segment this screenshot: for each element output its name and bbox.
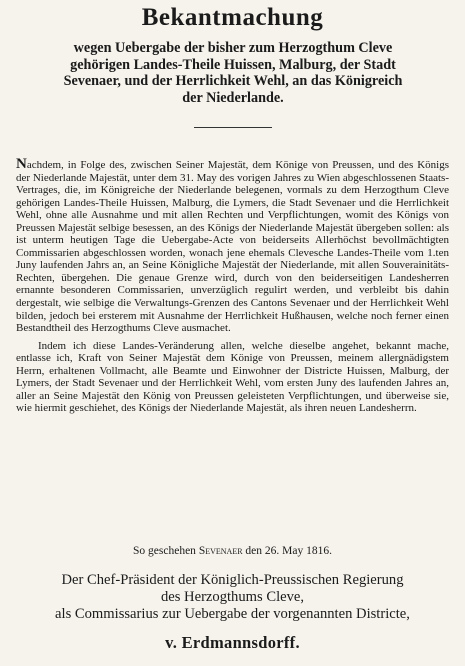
signer-name: v. Erdmannsdorff. xyxy=(165,633,300,652)
initial-letter: N xyxy=(16,156,27,172)
signature-block xyxy=(0,572,465,623)
dateline-place: Sevenaer xyxy=(198,545,243,557)
subtitle-line: der Niederlande. xyxy=(182,89,284,106)
divider-rule xyxy=(194,127,272,128)
dateline-prefix: So geschehen xyxy=(133,545,196,557)
document-body xyxy=(16,158,449,415)
paragraph-1 xyxy=(16,158,449,335)
subtitle-line: Sevenaer, und der Herrlichkeit Wehl, an das Königreich xyxy=(63,73,403,90)
dateline xyxy=(0,545,465,557)
paragraph-1-text: achdem, in Folge des, zwischen Seiner Majestät, dem Könige von Preussen, und des Königs der Niederlande Majestät, unter dem 31. May des vorigen Jahres zu Wien abgeschlossenen Staats-Vertrages, die, im Königreiche der Niederlande belegenen, vormals zu dem Herzogthum Cleve gehörigen Landes-Theile Huissen, Malburg, die Lymers, die Stadt Sevenaer und die Herrlichkeit Wehl, ohne alle Ausnahme und mit allen Rechten und Verpflichtungen, womit des Königs von Preussen Majestät selbige besessen, an des Königs der Niederlande Majestät übergeben sollen: als ist unterm heutigen Tage die Uebergabe-Acte von beiderseits Allerhöchst bevollmächtigten Commissarien abgeschlossen worden, wonach jene ehemals Clevesche Landes-Theile vom 1.ten Juny laufenden Jahrs an, an Seine Königliche Majestät der Niederlande, mit allen Souverainitäts-Rechten, übergehen. Die genaue Grenze wird, durch von den beiderseitigen Landesherren ernannte besonderen Commissarien, unverzüglich regulirt werden, und verbleibt bis dahin dergestalt, wie selbige die Verwaltungs-Grenzen des Cantons Sevenaer und der Herrlichkeit Wehl bilden, jedoch bei ersterem mit Ausnahme der Herrlichkeit Hußhausen, welche noch ferner einen Bestandtheil des Herzogthums Cleve ausmachet. xyxy=(16,159,449,335)
signature-line: als Commissarius zur Uebergabe der vorgenannten Districte, xyxy=(55,606,410,622)
signature-line: Der Chef-Präsident der Königlich-Preussischen Regierung xyxy=(61,572,404,588)
dateline-date: den 26. May 1816. xyxy=(245,545,332,557)
document-title: Bekantmachung xyxy=(141,4,324,31)
paragraph-2: Indem ich diese Landes-Veränderung allen, welche dieselbe angehet, bekannt mache, entlasse ich, Kraft von Seiner Majestät dem Könige von Preussen, meinem allergnädigstem Herrn, erhaltenen Vollmacht, alle Beamte und Einwohner der Districte Huissen, Malburg, der Lymers, der Stadt Sevenaer und der Herrlichkeit Wehl, vom ersten Juny des laufenden Jahres an, aller an Seine Majestät den König von Preussen geleisteten Verpflichtungen, und überweise sie, wie hiermit geschiehet, des Königs der Niederlande Majestät, als ihren neuen Landesherrn. xyxy=(16,339,449,415)
subtitle-line: gehörigen Landes-Theile Huissen, Malburg, der Stadt xyxy=(70,56,396,73)
signature-line: des Herzogthums Cleve, xyxy=(160,589,305,605)
document-subtitle xyxy=(18,40,448,106)
subtitle-line: wegen Uebergabe der bisher zum Herzogthum Cleve xyxy=(73,40,393,56)
